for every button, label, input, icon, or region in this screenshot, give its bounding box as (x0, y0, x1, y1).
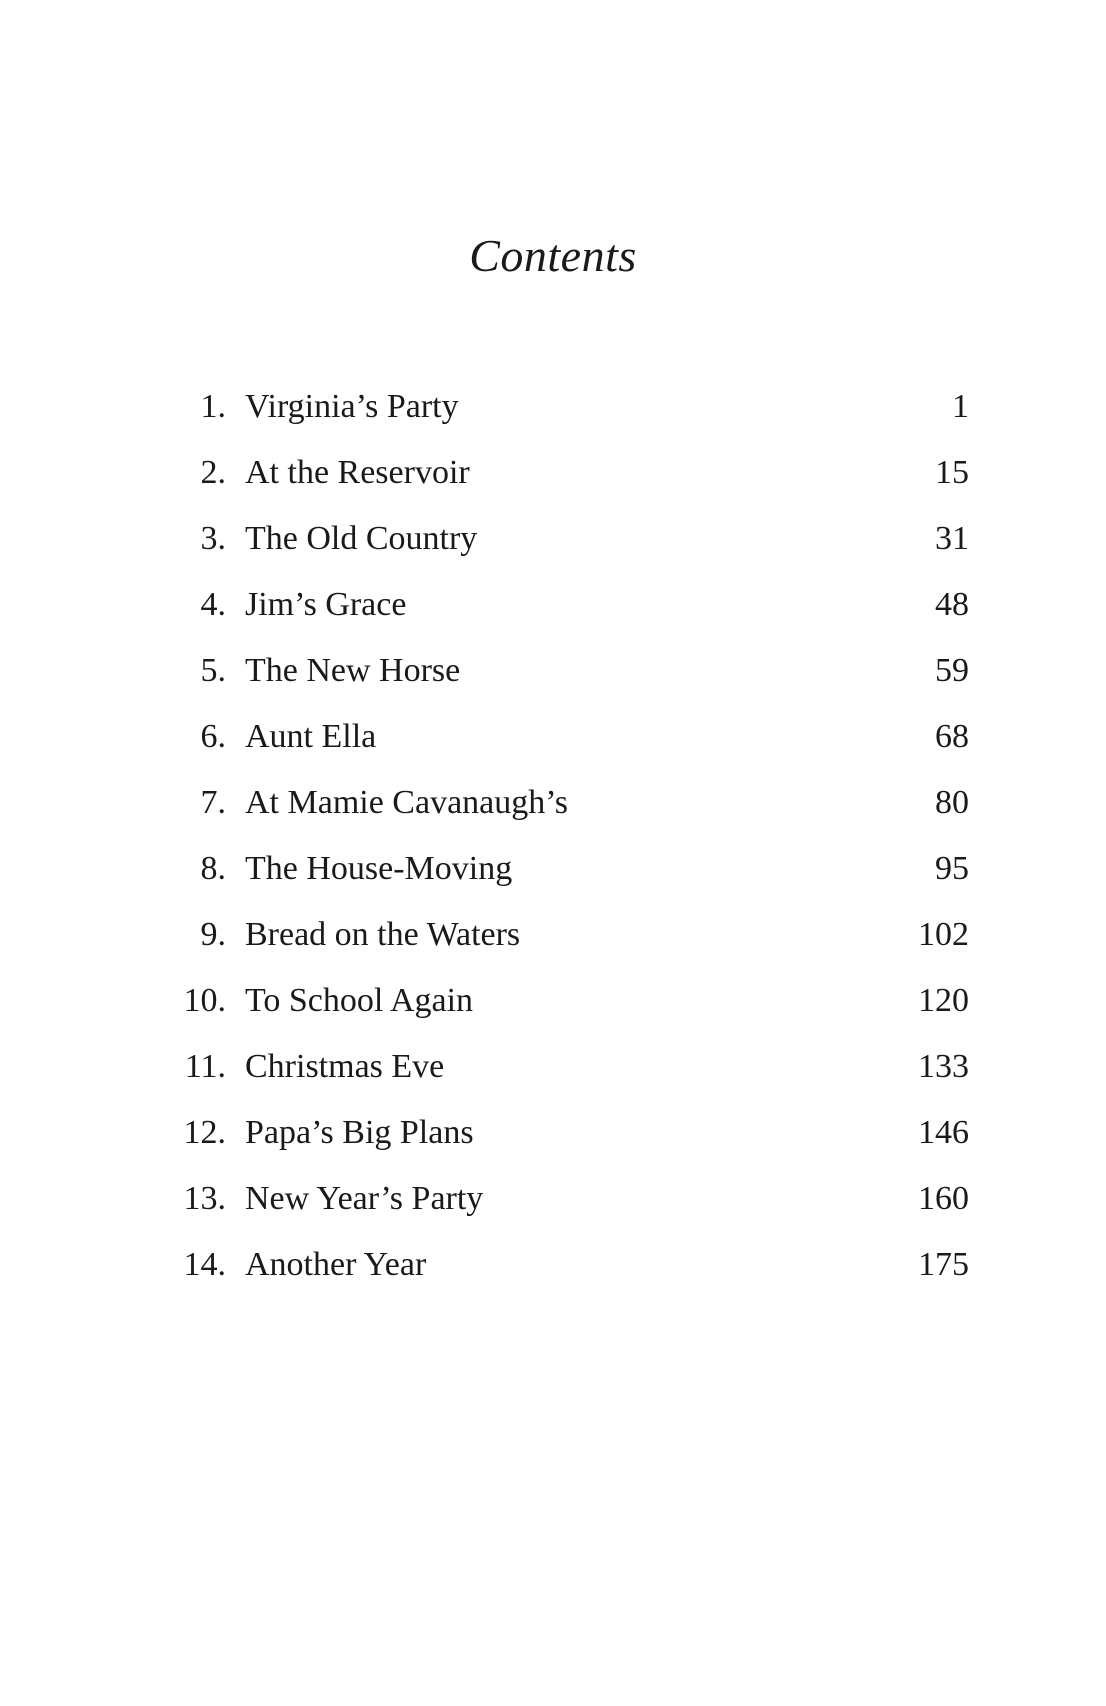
toc-entry-title: Bread on the Waters (245, 916, 521, 953)
toc-entry-title: The New Horse (245, 652, 461, 689)
toc-entry-page: 48 (935, 586, 969, 623)
toc-entry[interactable] (0, 506, 1106, 572)
toc-entry-number: 2. (200, 454, 226, 491)
toc-entry-page: 68 (935, 718, 969, 755)
toc-entry[interactable] (0, 704, 1106, 770)
toc-entry-number: 10. (183, 982, 226, 1019)
toc-entry-number: 7. (200, 784, 226, 821)
toc-entry-title: Jim’s Grace (245, 586, 407, 623)
toc-entry-page: 15 (935, 454, 969, 491)
toc-entry-page: 31 (935, 520, 969, 557)
toc-entry[interactable] (0, 836, 1106, 902)
toc-entry-page: 102 (918, 916, 969, 953)
toc-entry-title: At Mamie Cavanaugh’s (245, 784, 568, 821)
toc-entry-page: 160 (918, 1180, 969, 1217)
toc-entry-title: The House-Moving (245, 850, 513, 887)
toc-entry-number: 1. (200, 388, 226, 425)
toc-entry-number: 5. (200, 652, 226, 689)
toc-entry[interactable] (0, 902, 1106, 968)
toc-entry-page: 80 (935, 784, 969, 821)
toc-entry-number: 14. (183, 1246, 226, 1283)
toc-entry-number: 8. (200, 850, 226, 887)
toc-entry[interactable] (0, 440, 1106, 506)
toc-entry[interactable] (0, 1034, 1106, 1100)
toc-entry-number: 13. (183, 1180, 226, 1217)
toc-entry[interactable] (0, 572, 1106, 638)
page-title: Contents (469, 230, 637, 281)
toc-entry[interactable] (0, 1166, 1106, 1232)
toc-entry-title: At the Reservoir (245, 454, 470, 491)
toc-entry-page: 146 (918, 1114, 969, 1151)
toc-entry-title: The Old Country (245, 520, 478, 557)
toc-entry[interactable] (0, 638, 1106, 704)
toc-entry-number: 3. (200, 520, 226, 557)
toc-entry[interactable] (0, 374, 1106, 440)
toc-entry-number: 6. (200, 718, 226, 755)
toc-entry-number: 11. (184, 1048, 226, 1085)
toc-entry-number: 9. (200, 916, 226, 953)
toc-entry-title: Aunt Ella (245, 718, 377, 755)
toc-entry-title: Christmas Eve (245, 1048, 445, 1085)
toc-entry-page: 95 (935, 850, 969, 887)
toc-entry-title: New Year’s Party (245, 1180, 484, 1217)
toc-entry-title: Virginia’s Party (245, 388, 459, 425)
toc-entry-title: Papa’s Big Plans (245, 1114, 474, 1151)
toc-entry[interactable] (0, 1100, 1106, 1166)
toc-entry-page: 175 (918, 1246, 969, 1283)
toc-entry-title: Another Year (245, 1246, 427, 1283)
toc-entry-number: 12. (183, 1114, 226, 1151)
toc-entry-page: 120 (918, 982, 969, 1019)
toc-entry-title: To School Again (245, 982, 474, 1019)
toc-entry-page: 133 (918, 1048, 969, 1085)
toc-entry[interactable] (0, 968, 1106, 1034)
toc-entry[interactable] (0, 1232, 1106, 1298)
toc-entry-page: 1 (952, 388, 969, 425)
toc-entry-number: 4. (200, 586, 226, 623)
toc-entry-page: 59 (935, 652, 969, 689)
toc-entry[interactable] (0, 770, 1106, 836)
